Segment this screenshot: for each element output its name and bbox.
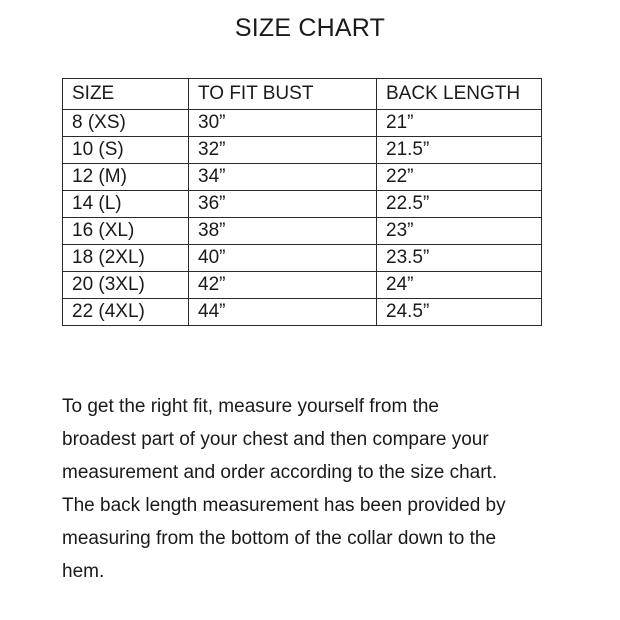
header-back-length: BACK LENGTH (377, 79, 542, 110)
bust-cell: 30” (189, 110, 377, 137)
bust-cell: 36” (189, 191, 377, 218)
bust-cell: 32” (189, 137, 377, 164)
size-cell: 18 (2XL) (63, 245, 189, 272)
table-row (63, 245, 542, 272)
size-cell: 16 (XL) (63, 218, 189, 245)
back-length-cell: 22.5” (377, 191, 542, 218)
header-size: SIZE (63, 79, 189, 110)
bust-cell: 34” (189, 164, 377, 191)
instruction-line: To get the right fit, measure yourself from the (62, 396, 440, 417)
back-length-cell: 21” (377, 110, 542, 137)
table-row (63, 110, 542, 137)
page-title: SIZE CHART (234, 14, 386, 42)
size-cell: 14 (L) (63, 191, 189, 218)
back-length-cell: 21.5” (377, 137, 542, 164)
size-cell: 20 (3XL) (63, 272, 189, 299)
instruction-line: measuring from the bottom of the collar down to the (62, 528, 497, 549)
instruction-line: The back length measurement has been provided by (62, 495, 506, 516)
table-row (63, 218, 542, 245)
header-to-fit-bust: TO FIT BUST (189, 79, 377, 110)
table-header-row (63, 79, 542, 110)
size-cell: 12 (M) (63, 164, 189, 191)
fit-instructions (62, 390, 582, 588)
back-length-cell: 23.5” (377, 245, 542, 272)
table-row (63, 299, 542, 326)
bust-cell: 42” (189, 272, 377, 299)
bust-cell: 38” (189, 218, 377, 245)
back-length-cell: 23” (377, 218, 542, 245)
instruction-line: broadest part of your chest and then compare your (62, 429, 489, 450)
table-row (63, 164, 542, 191)
size-cell: 8 (XS) (63, 110, 189, 137)
table-row (63, 272, 542, 299)
back-length-cell: 22” (377, 164, 542, 191)
table-row (63, 137, 542, 164)
back-length-cell: 24.5” (377, 299, 542, 326)
bust-cell: 44” (189, 299, 377, 326)
back-length-cell: 24” (377, 272, 542, 299)
instruction-line: hem. (62, 561, 105, 582)
bust-cell: 40” (189, 245, 377, 272)
size-chart-table (62, 78, 542, 326)
size-cell: 10 (S) (63, 137, 189, 164)
table-row (63, 191, 542, 218)
instruction-line: measurement and order according to the size chart. (62, 462, 498, 483)
size-cell: 22 (4XL) (63, 299, 189, 326)
